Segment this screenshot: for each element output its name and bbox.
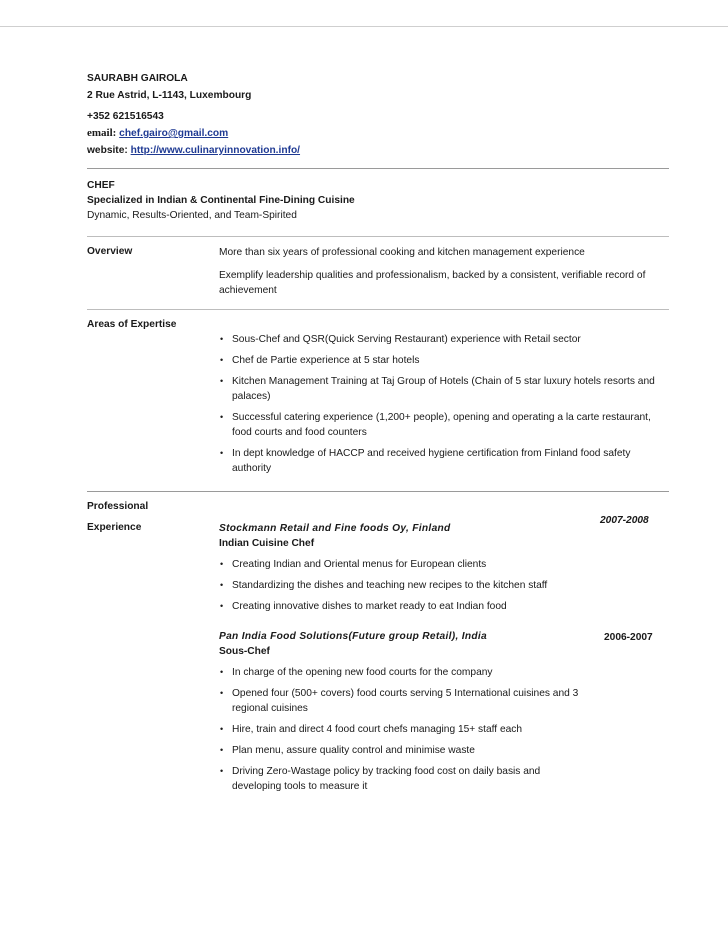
list-item: • Sous-Chef and QSR(Quick Serving Restaurant) experience with Retail sector [219, 332, 669, 347]
website-line [87, 142, 687, 159]
section-divider [87, 309, 669, 310]
tagline: Dynamic, Results-Oriented, and Team-Spirited [87, 210, 297, 221]
job-role: Indian Cuisine Chef [219, 538, 315, 549]
job-duties [219, 557, 669, 614]
list-item: • In charge of the opening new food courts for the company [219, 665, 579, 680]
list-item: • Kitchen Management Training at Taj Group of Hotels (Chain of 5 star luxury hotels resorts and palaces) [219, 374, 669, 404]
email-line [87, 125, 687, 142]
list-item: • Successful catering experience (1,200+ people), opening and operating a la carte restaurant, food courts and food counters [219, 410, 669, 440]
email-label: email: [87, 127, 117, 139]
experience-label-line: Professional [87, 501, 149, 512]
job-entry [219, 629, 669, 800]
overview-paragraph: More than six years of professional cooking and kitchen management experience [219, 247, 585, 258]
job-role: Sous-Chef [219, 646, 270, 657]
list-item: • Driving Zero-Wastage policy by tracking food cost on daily basis and developing tools to measure it [219, 764, 579, 794]
job-dates: 2006-2007 [604, 632, 653, 643]
website-label: website: [87, 145, 128, 156]
page-top-divider [0, 26, 728, 27]
expertise-label: Areas of Expertise [87, 319, 177, 330]
list-item: • Plan menu, assure quality control and minimise waste [219, 743, 579, 758]
list-item: • Creating Indian and Oriental menus for European clients [219, 557, 669, 572]
email-link[interactable]: chef.gairo@gmail.com [119, 128, 229, 139]
job-entry [219, 521, 669, 620]
job-title-chef: CHEF [87, 180, 115, 191]
section-divider [87, 236, 669, 237]
specialization: Specialized in Indian & Continental Fine-Dining Cuisine [87, 195, 355, 206]
expertise-list [219, 332, 669, 476]
list-item: • Creating innovative dishes to market ready to eat Indian food [219, 599, 669, 614]
job-dates: 2007-2008 [600, 515, 649, 526]
contact-header [87, 70, 687, 159]
website-link[interactable]: http://www.culinaryinnovation.info/ [130, 145, 301, 156]
candidate-name: SAURABH GAIROLA [87, 73, 188, 84]
job-company: Stockmann Retail and Fine foods Oy, Finland [219, 523, 451, 534]
section-divider [87, 168, 669, 169]
list-item: • Hire, train and direct 4 food court chefs managing 15+ staff each [219, 722, 579, 737]
phone: +352 621516543 [87, 111, 164, 122]
experience-label [87, 499, 148, 535]
overview-content [219, 245, 669, 306]
section-divider [87, 491, 669, 492]
list-item: • In dept knowledge of HACCP and received hygiene certification from Finland food safety authority [219, 446, 669, 476]
overview-label: Overview [87, 246, 133, 257]
job-duties [219, 665, 579, 794]
overview-paragraph: Exemplify leadership qualities and professionalism, backed by a consistent, verifiable record of achievement [219, 270, 646, 296]
expertise-content [219, 332, 669, 482]
experience-label-line: Experience [87, 522, 142, 533]
job-company: Pan India Food Solutions(Future group Retail), India [219, 631, 488, 642]
address: 2 Rue Astrid, L-1143, Luxembourg [87, 90, 252, 101]
list-item: • Opened four (500+ covers) food courts serving 5 International cuisines and 3 regional cuisines [219, 686, 579, 716]
headline-section [87, 178, 355, 223]
list-item: • Standardizing the dishes and teaching new recipes to the kitchen staff [219, 578, 669, 593]
list-item: • Chef de Partie experience at 5 star hotels [219, 353, 669, 368]
